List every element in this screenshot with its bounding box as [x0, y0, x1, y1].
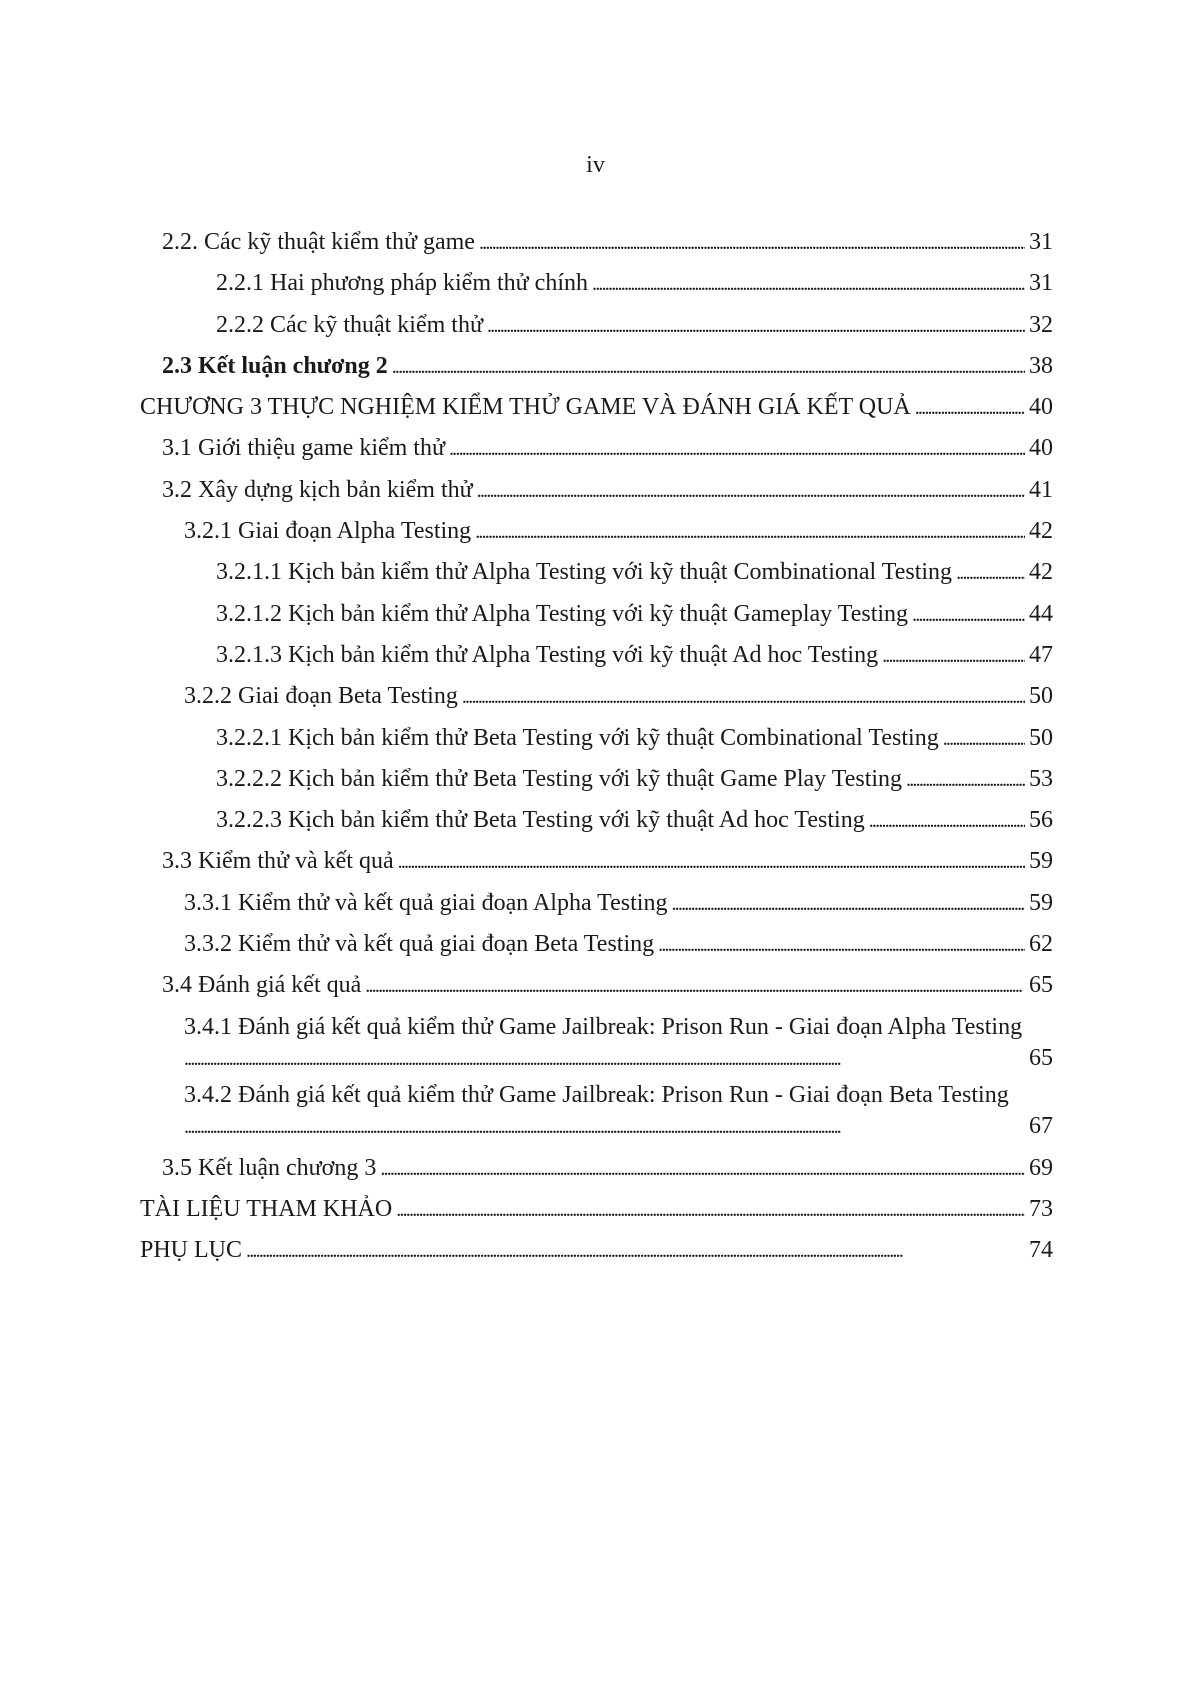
toc-entry-page: 44 [1029, 600, 1053, 627]
toc-entry-title: 3.3.1 Kiểm thử và kết quả giai đoạn Alpha Testing [184, 889, 668, 916]
toc-entry-page: 73 [1029, 1195, 1053, 1222]
toc-entry-title: PHỤ LỤC [140, 1237, 243, 1264]
dot-leader [365, 965, 1025, 1007]
toc-entry [140, 883, 1053, 924]
table-of-contents [140, 222, 1053, 1272]
toc-entry [140, 676, 1053, 717]
dot-leader [392, 346, 1025, 388]
toc-entry-page: 50 [1029, 724, 1053, 751]
toc-entry [140, 263, 1053, 304]
toc-entry-page: 42 [1029, 518, 1053, 545]
toc-entry [140, 346, 1053, 387]
toc-entry [140, 1080, 1053, 1143]
dot-leader [906, 759, 1025, 801]
toc-entry [140, 965, 1053, 1006]
toc-entry [140, 470, 1053, 511]
toc-entry-page: 69 [1029, 1154, 1053, 1181]
toc-entry-title: 3.2.2 Giai đoạn Beta Testing [184, 683, 458, 710]
dot-leader [869, 800, 1025, 842]
dot-leader [398, 841, 1025, 883]
dot-leader [671, 883, 1025, 925]
toc-entry-title: 2.3 Kết luận chương 2 [162, 352, 388, 379]
toc-entry-title: 3.4 Đánh giá kết quả [162, 972, 362, 999]
toc-entry-page: 31 [1029, 229, 1053, 255]
toc-entry-page: 40 [1029, 394, 1053, 421]
toc-entry [140, 1012, 1053, 1075]
dot-leader [882, 635, 1025, 677]
toc-entry [140, 1230, 1053, 1271]
toc-entry-page: 40 [1029, 435, 1053, 462]
dot-leader [479, 222, 1025, 264]
toc-entry-title: 3.2.2.3 Kịch bản kiểm thử Beta Testing với kỹ thuật Ad hoc Testing [216, 807, 865, 834]
toc-entry-page: 59 [1029, 889, 1053, 916]
toc-entry [140, 594, 1053, 635]
dot-leader [246, 1230, 1025, 1272]
toc-entry [140, 222, 1053, 263]
toc-entry [140, 511, 1053, 552]
toc-entry-title: 2.2. Các kỹ thuật kiểm thử game [162, 229, 475, 255]
toc-entry-page: 38 [1029, 352, 1053, 379]
toc-entry [140, 305, 1053, 346]
toc-entry-title: 3.2 Xây dựng kịch bản kiểm thử [162, 476, 473, 503]
toc-entry [140, 718, 1053, 759]
dot-leader [380, 1148, 1025, 1190]
toc-entry-title: 3.3.2 Kiểm thử và kết quả giai đoạn Beta Testing [184, 931, 655, 958]
toc-entry-title: 3.2.1.2 Kịch bản kiểm thử Alpha Testing với kỹ thuật Gameplay Testing [216, 600, 909, 627]
toc-entry-title: 3.1 Giới thiệu game kiểm thử [162, 435, 445, 462]
dot-leader [592, 263, 1025, 305]
toc-entry-page: 47 [1029, 641, 1053, 668]
dot-leader [912, 594, 1025, 636]
toc-entry-page: 41 [1029, 476, 1053, 503]
toc-entry [140, 387, 1053, 428]
toc-entry-title: 3.5 Kết luận chương 3 [162, 1154, 377, 1181]
toc-entry-title: 3.2.2.2 Kịch bản kiểm thử Beta Testing với kỹ thuật Game Play Testing [216, 765, 903, 792]
toc-entry-page: 74 [1029, 1237, 1053, 1264]
toc-entry-title: 3.4.2 Đánh giá kết quả kiểm thử Game Jailbreak: Prison Run - Giai đoạn Beta Testing [184, 1081, 1009, 1108]
toc-entry-page: 67 [1029, 1112, 1053, 1139]
dot-leader [396, 1189, 1025, 1231]
dot-leader [184, 1111, 1025, 1143]
dot-leader [943, 718, 1025, 760]
dot-leader [462, 676, 1025, 718]
dot-leader [658, 924, 1025, 966]
toc-entry [140, 1189, 1053, 1230]
toc-entry-page: 62 [1029, 931, 1053, 958]
toc-entry-page: 53 [1029, 765, 1053, 792]
toc-entry-page: 31 [1029, 270, 1053, 297]
dot-leader [477, 470, 1025, 512]
toc-entry-title: 2.2.1 Hai phương pháp kiểm thử chính [216, 270, 588, 297]
toc-entry-page: 32 [1029, 311, 1053, 338]
toc-entry [140, 759, 1053, 800]
dot-leader [449, 428, 1025, 470]
toc-entry [140, 552, 1053, 593]
dot-leader [915, 387, 1025, 429]
toc-entry-title: CHƯƠNG 3 THỰC NGHIỆM KIỂM THỬ GAME VÀ ĐÁNH GIÁ KẾT QUẢ [140, 394, 911, 421]
page-number: iv [586, 152, 605, 178]
dot-leader [487, 305, 1025, 347]
toc-entry-page: 56 [1029, 807, 1053, 834]
toc-entry-title: 3.3 Kiểm thử và kết quả [162, 848, 394, 875]
dot-leader [475, 511, 1025, 553]
toc-entry-title: 3.2.2.1 Kịch bản kiểm thử Beta Testing với kỹ thuật Combinational Testing [216, 724, 939, 751]
toc-entry [140, 841, 1053, 882]
toc-entry-page: 42 [1029, 559, 1053, 586]
toc-entry-page: 65 [1029, 972, 1053, 999]
toc-entry-page: 65 [1029, 1044, 1053, 1071]
toc-entry [140, 428, 1053, 469]
toc-entry [140, 1148, 1053, 1189]
toc-entry-page: 59 [1029, 848, 1053, 875]
toc-entry-title: 3.2.1.3 Kịch bản kiểm thử Alpha Testing với kỹ thuật Ad hoc Testing [216, 641, 879, 668]
toc-entry [140, 800, 1053, 841]
dot-leader [956, 552, 1025, 594]
dot-leader [184, 1043, 1025, 1075]
toc-entry-title: 2.2.2 Các kỹ thuật kiểm thử [216, 311, 483, 338]
toc-entry [140, 635, 1053, 676]
toc-entry-title: 3.4.1 Đánh giá kết quả kiểm thử Game Jailbreak: Prison Run - Giai đoạn Alpha Testing [184, 1013, 1023, 1040]
toc-entry-title: 3.2.1.1 Kịch bản kiểm thử Alpha Testing với kỹ thuật Combinational Testing [216, 559, 953, 586]
toc-entry-page: 50 [1029, 683, 1053, 710]
toc-entry-title: 3.2.1 Giai đoạn Alpha Testing [184, 518, 472, 545]
toc-entry-title: TÀI LIỆU THAM KHẢO [140, 1195, 393, 1222]
toc-entry [140, 924, 1053, 965]
